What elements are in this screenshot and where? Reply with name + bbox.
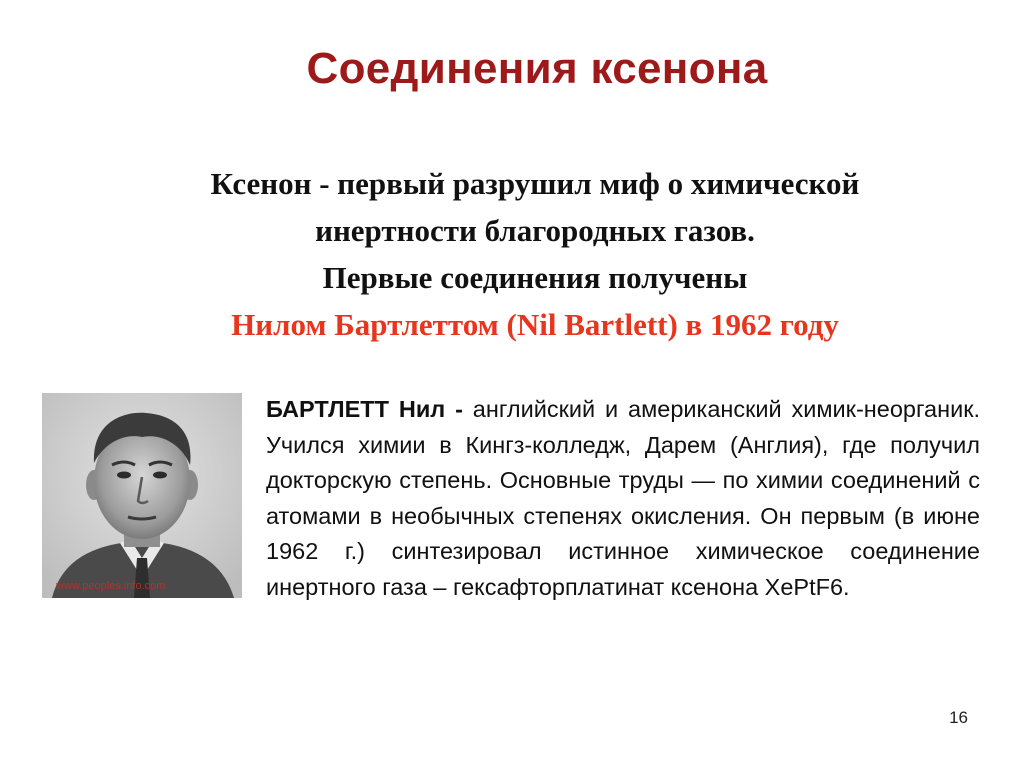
- slide-title: Соединения ксенона: [306, 44, 768, 93]
- intro-line-3: Первые соединения получены: [322, 260, 748, 295]
- portrait-illustration: [42, 393, 242, 598]
- intro-text: [60, 160, 1010, 348]
- bio-name: БАРТЛЕТТ Нил -: [266, 396, 463, 422]
- page-number: 16: [949, 708, 968, 727]
- bio-paragraph: [266, 392, 980, 605]
- bio-text: английский и американский химик-неорганик. Учился химии в Кингз-колледж, Дарем (Англия), где получил докторскую степень. Основные труды — по химии соединений с атомами в необычных степенях окисления. Он первым (в июне 1962 г.) синтезировал истинное химическое соединение инертного газа – гексафторплатинат ксенона XePtF6.: [266, 396, 981, 600]
- portrait-photo: [42, 393, 242, 598]
- photo-watermark: www.peoples.info.com: [56, 580, 166, 592]
- intro-line-1: Ксенон - первый разрушил миф о химической: [210, 166, 860, 201]
- intro-line-2: инертности благородных газов.: [315, 213, 755, 248]
- intro-line-4-highlight: Нилом Бартлеттом (Nil Bartlett) в 1962 году: [231, 307, 839, 342]
